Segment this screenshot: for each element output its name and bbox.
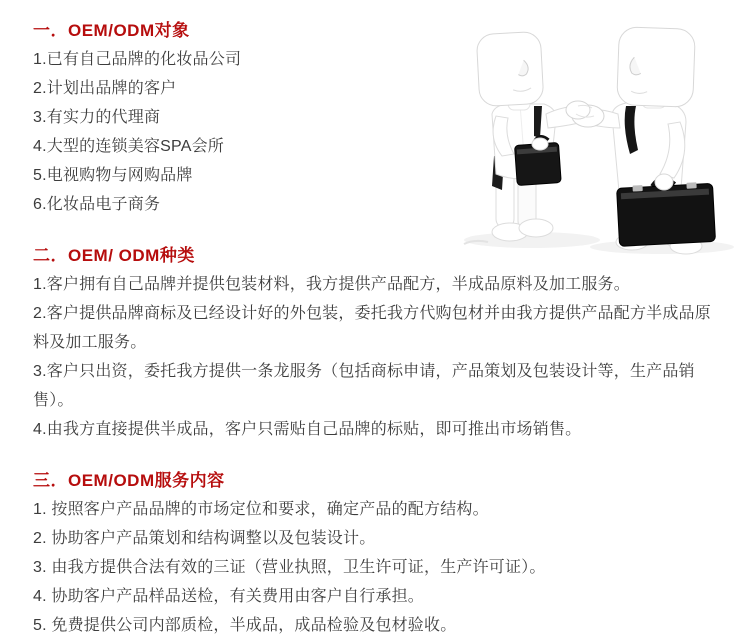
list-item: 5.电视购物与网购品牌 <box>33 167 193 184</box>
list-item: 4. 协助客户产品样品送检，有关费用由客户自行承担。 <box>33 588 424 605</box>
list-item: 5. 免费提供公司内部质检，半成品，成品检验及包材验收。 <box>33 617 457 634</box>
handshake-figures-graphic <box>450 6 745 256</box>
section-oem-odm-types <box>33 241 725 444</box>
figure-left <box>476 31 592 241</box>
list-item: 1.已有自己品牌的化妆品公司 <box>33 51 242 68</box>
hand-left-lower <box>532 138 548 150</box>
hand-right-lower <box>655 174 673 190</box>
list-item: 1.客户拥有自己品牌并提供包装材料，我方提供产品配方，半成品原料及加工服务。 <box>33 276 630 293</box>
section-heading: 三．OEM/ODM服务内容 <box>33 471 225 490</box>
list-item: 4.大型的连锁美容SPA会所 <box>33 138 224 155</box>
list-item: 2.计划出品牌的客户 <box>33 80 177 97</box>
section-oem-odm-services <box>33 466 725 640</box>
head-right <box>617 27 696 108</box>
figure-right <box>588 27 716 254</box>
section-heading: 二．OEM/ ODM种类 <box>33 246 195 265</box>
list-item: 3.客户只出资，委托我方提供一条龙服务（包括商标申请，产品策划及包装设计等，生产品销售）。 <box>33 363 695 409</box>
list-item: 1. 按照客户产品品牌的市场定位和要求，确定产品的配方结构。 <box>33 501 489 518</box>
list-item: 2.客户提供品牌商标及已经设计好的外包装，委托我方代购包材并由我方提供产品配方半成品原料及加工服务。 <box>33 305 711 351</box>
list-item: 4.由我方直接提供半成品，客户只需贴自己品牌的标贴，即可推出市场销售。 <box>33 421 582 438</box>
list-item: 3. 由我方提供合法有效的三证（营业执照，卫生许可证，生产许可证）。 <box>33 559 546 576</box>
head-left <box>476 31 544 106</box>
handshake-illustration <box>450 6 745 256</box>
list-item: 6.化妆品电子商务 <box>33 196 161 213</box>
section-heading: 一．OEM/ODM对象 <box>33 21 190 40</box>
list-item: 2. 协助客户产品策划和结构调整以及包装设计。 <box>33 530 376 547</box>
list-item: 3.有实力的代理商 <box>33 109 161 126</box>
